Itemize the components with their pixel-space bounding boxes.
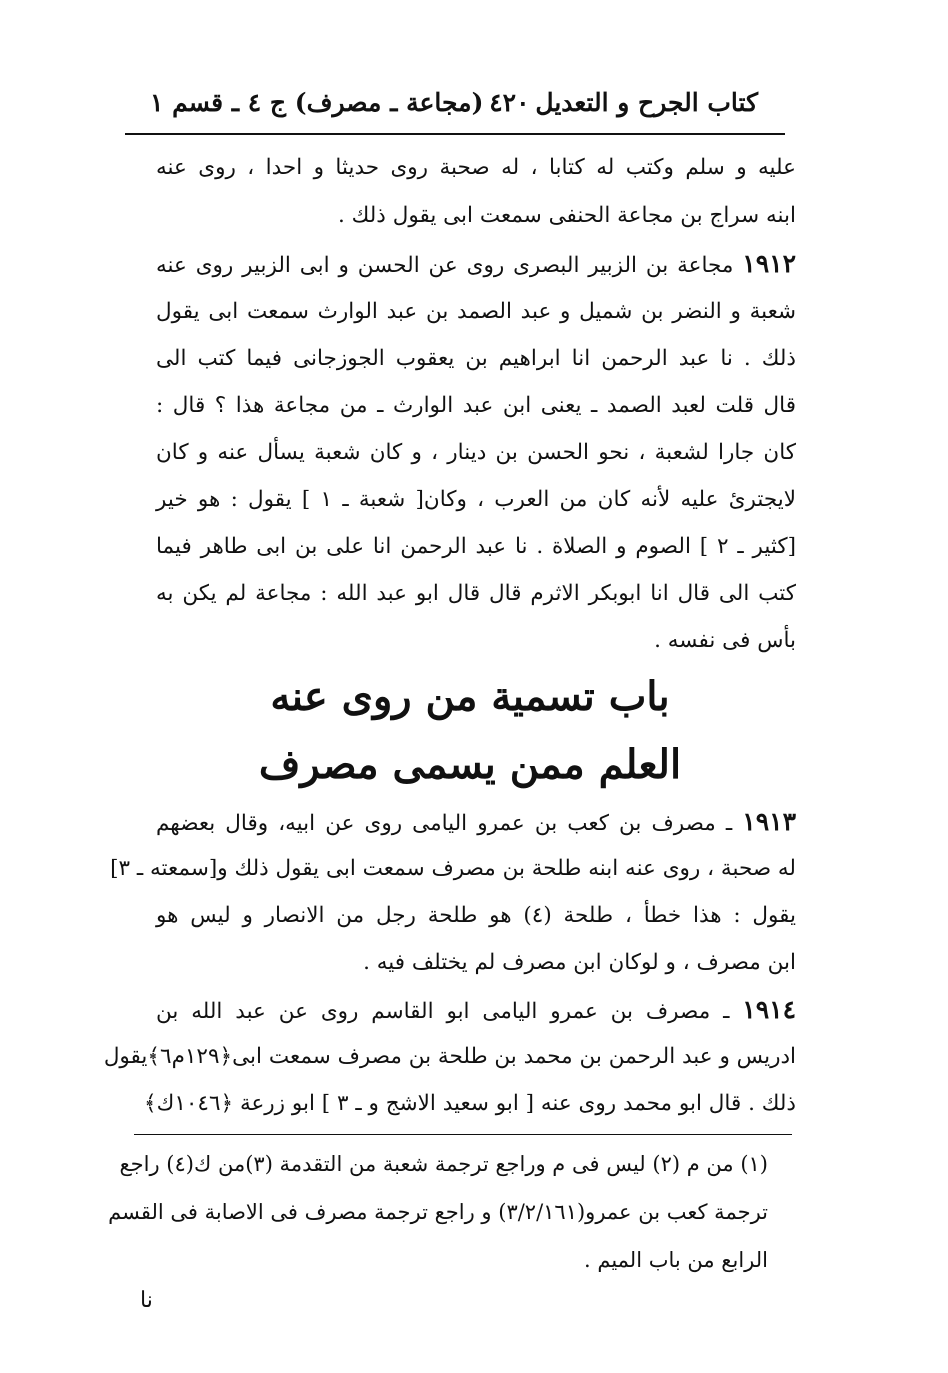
section-range: (مجاعة ـ مصرف) ج ٤ ـ قسم ١ [150, 87, 484, 117]
entry-number: ١٩١٤ [742, 995, 796, 1024]
section-heading-line-2: العلم ممن يسمى مصرف [258, 741, 682, 788]
text-line: [كثير ـ ٢ ] الصوم و الصلاة . نا عبد الرحمن انا على بن ابى طاهر فيما [156, 534, 796, 559]
page-number: ٤٢٠ [489, 87, 530, 117]
text-line: كان جارا لشعبة ، نحو الحسن بن دينار ، و كان شعبة يسأل عنه و كان [156, 440, 796, 465]
footnote-line: ترجمة كعب بن عمرو(٣/٢/١٦١) و راجع ترجمة مصرف فى الاصابة فى القسم [108, 1200, 768, 1224]
entry-1914-first-line [156, 993, 796, 1029]
entry-text: ـ مصرف بن كعب بن عمرو اليامى روى عن ابيه، وقال بعضهم [156, 811, 733, 836]
text-line: عليه و سلم وكتب له كتابا ، له صحبة روى حديثا و احدا ، روى عنه [156, 155, 796, 180]
text-line: ابنه سراج بن مجاعة الحنفى سمعت ابى يقول ذلك . [337, 203, 796, 228]
section-heading-line-1: باب تسمية من روى عنه [270, 673, 670, 720]
footnote-rule [134, 1134, 792, 1135]
entry-number: ١٩١٣ [742, 807, 796, 836]
entry-1913-first-line [156, 805, 796, 841]
entry-text: مجاعة بن الزبير البصرى روى عن الحسن و ابى الزبير روى عنه [156, 253, 734, 278]
entry-1912-first-line [156, 247, 796, 283]
entry-text: ـ مصرف بن عمرو اليامى ابو القاسم روى عن عبد الله بن [156, 999, 730, 1024]
text-line: ادريس و عبد الرحمن بن محمد بن طلحة بن مصرف سمعت ابى﴿١٢٩م٦﴾يقول [103, 1044, 796, 1069]
running-header [150, 80, 758, 124]
text-line: بأس فى نفسه . [654, 628, 796, 653]
entry-number: ١٩١٢ [742, 249, 796, 278]
text-line: كتب الى قال انا ابوبكر الاثرم قال قال ابو عبد الله : مجاعة لم يكن به [156, 581, 796, 606]
text-line: لايجترئ عليه لأنه كان من العرب ، وكان[ شعبة ـ ١ ] يقول : هو خير [156, 487, 796, 512]
text-line: شعبة و النضر بن شميل و عبد الصمد بن عبد الوارث سمعت ابى يقول [156, 299, 796, 324]
footnote-line: (١) من م (٢) ليس فى م وراجع ترجمة شعبة من التقدمة (٣)من ك(٤) راجع [119, 1152, 768, 1176]
header-rule [125, 133, 785, 135]
text-line: ذلك . نا عبد الرحمن انا ابراهيم بن يعقوب الجوزجانى فيما كتب الى [156, 346, 796, 371]
text-line: ذلك . قال ابو محمد روى عنه [ ابو سعيد الاشج و ـ ٣ ] ابو زرعة ﴿١٠٤٦ك﴾ [143, 1091, 796, 1116]
signature-mark: نا [140, 1288, 153, 1313]
footnote-line: الرابع من باب الميم . [584, 1248, 768, 1272]
text-line: ابن مصرف ، و لوكان ابن مصرف لم يختلف فيه . [363, 950, 796, 975]
text-line: يقول : هذا خطأ ، طلحة (٤) هو طلحة رجل من الانصار و ليس هو [156, 903, 797, 928]
text-line: قال قلت لعبد الصمد ـ يعنى ابن عبد الوارث ـ من مجاعة هذا ؟ قال : [156, 393, 796, 418]
text-line: له صحبة ، روى عنه ابنه طلحة بن مصرف سمعت ابى يقول ذلك و[سمعته ـ ٣] [110, 856, 796, 881]
book-title: كتاب الجرح و التعديل [535, 87, 758, 117]
